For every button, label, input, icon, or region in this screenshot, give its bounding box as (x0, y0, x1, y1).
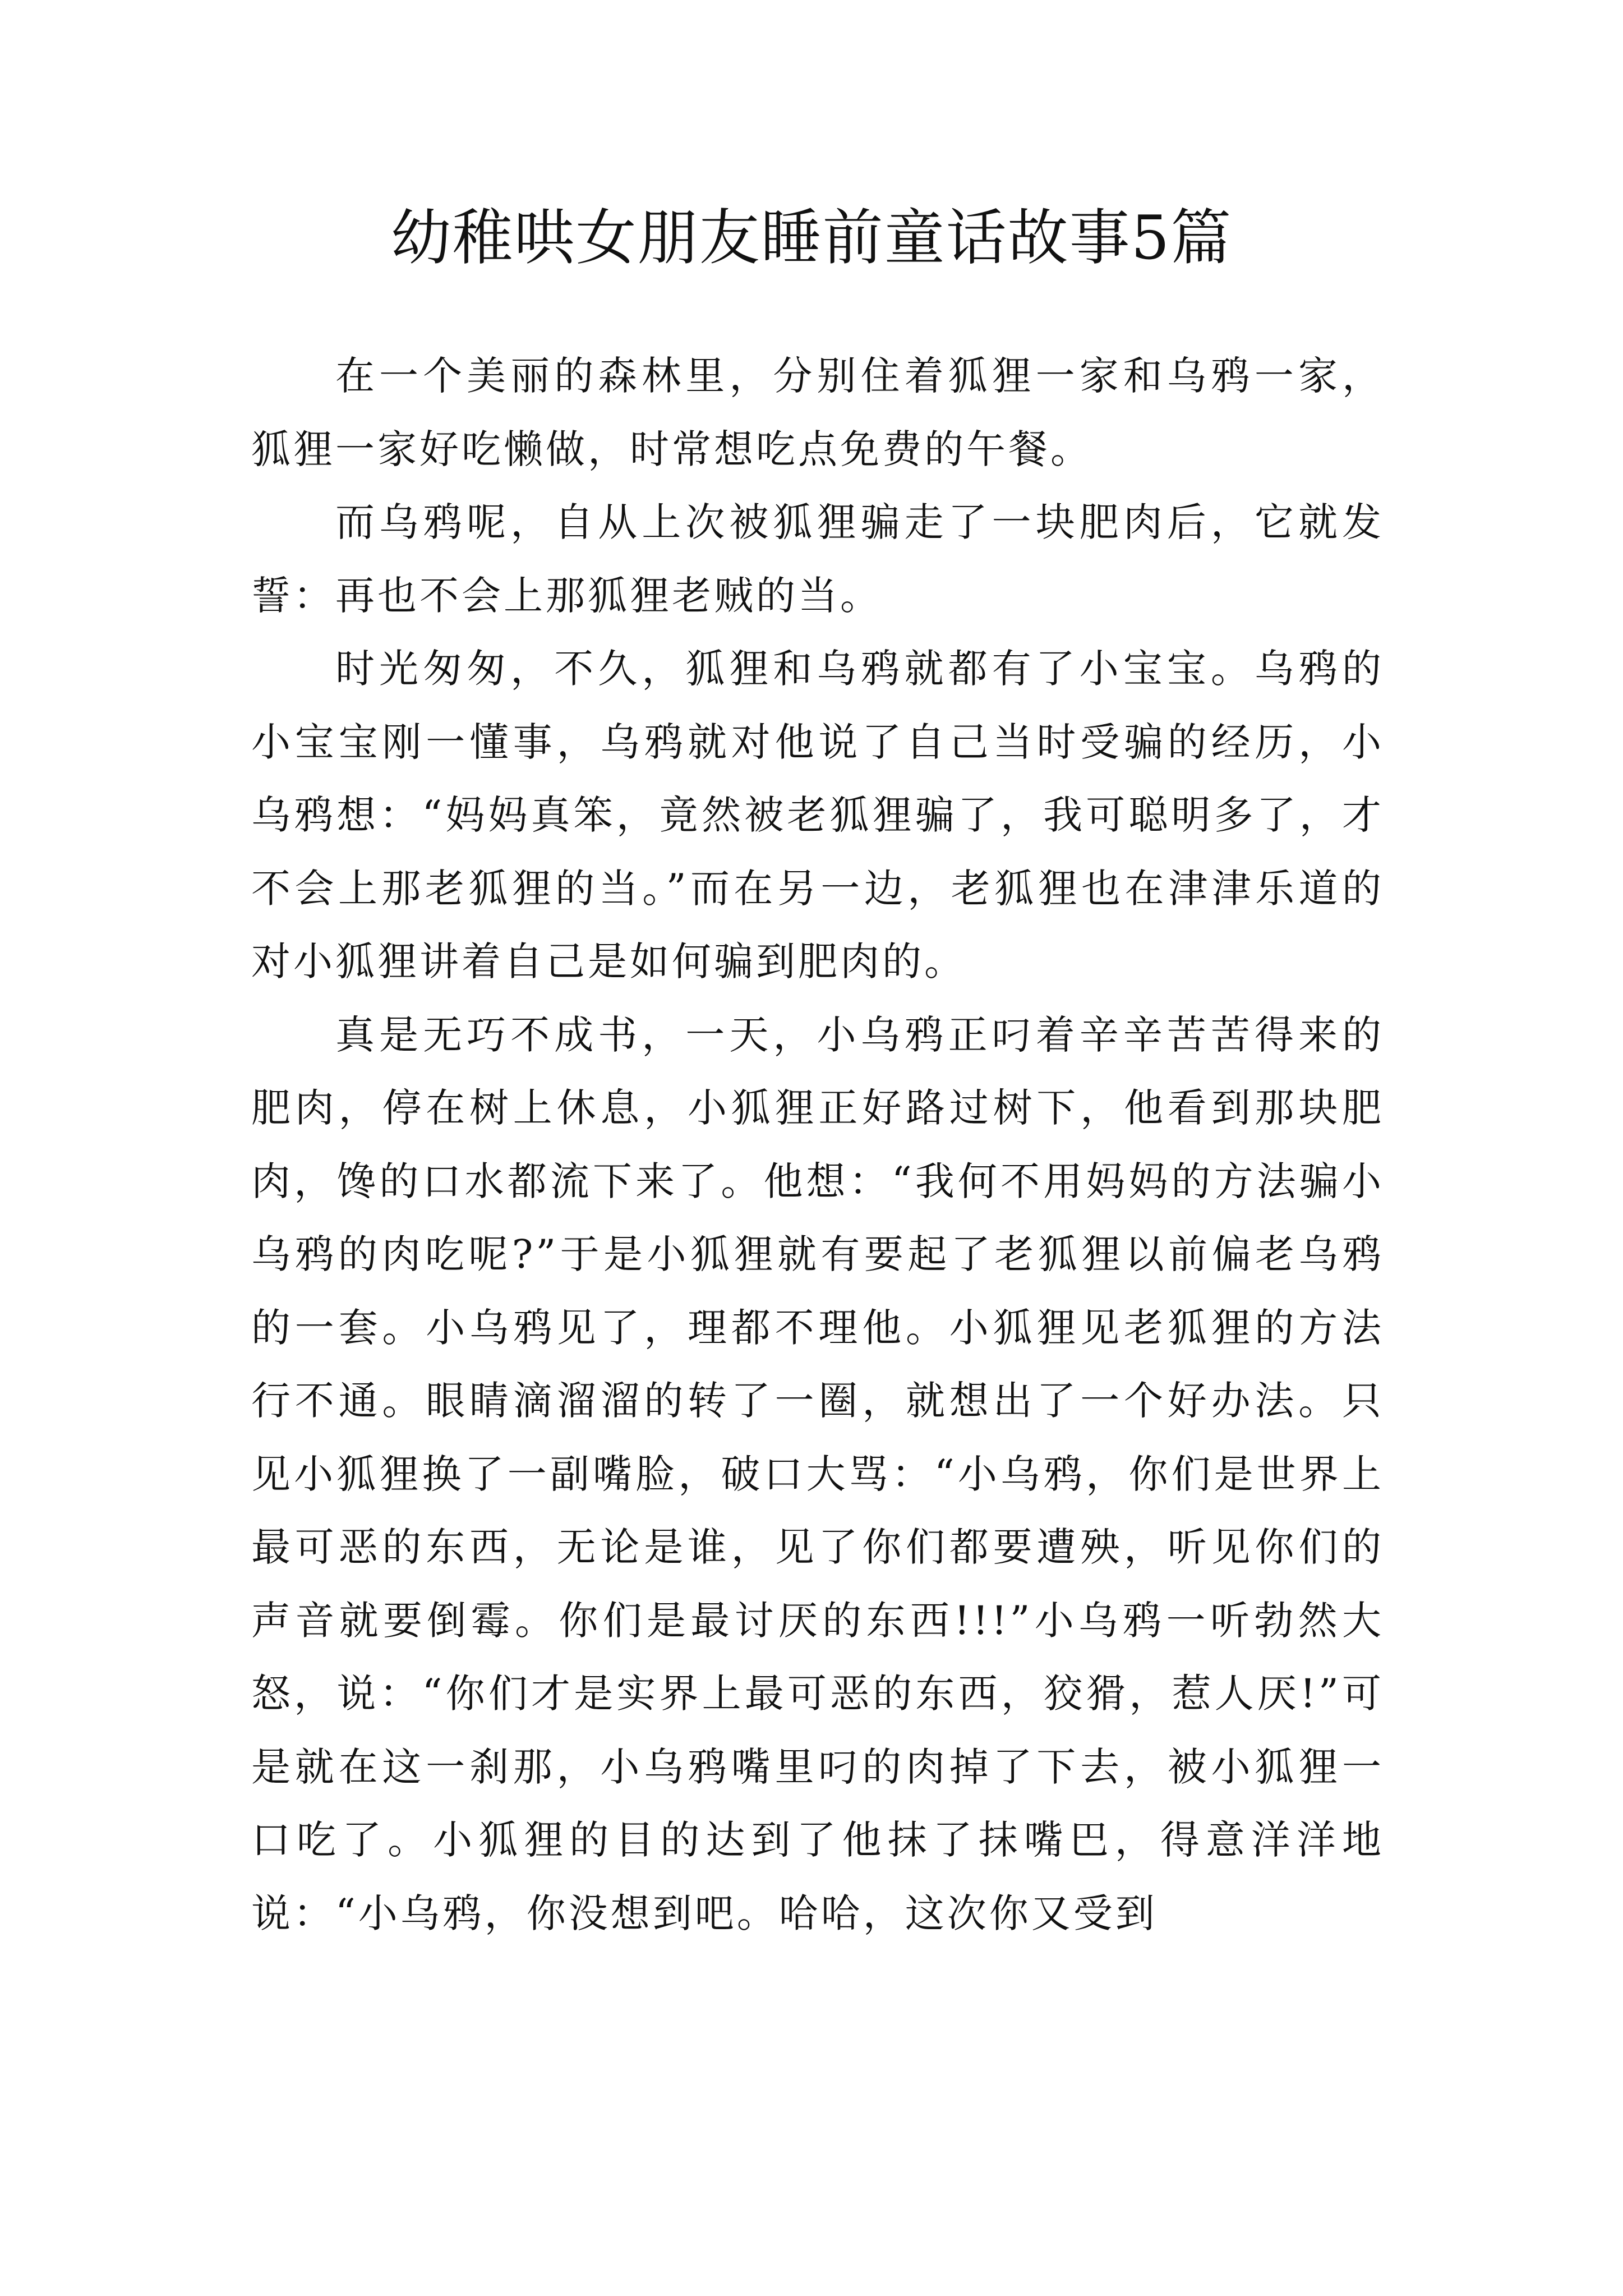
document-title: 幼稚哄女朋友睡前童话故事5篇 (390, 203, 1233, 273)
paragraph: 时光匆匆，不久，狐狸和乌鸦就都有了小宝宝。乌鸦的小宝宝刚一懂事，乌鸦就对他说了自己当时受骗的经历，小乌鸦想：“妈妈真笨，竟然被老狐狸骗了，我可聪明多了，才不会上那老狐狸的当。”而在另一边，老狐狸也在津津乐道的对小狐狸讲着自己是如何骗到肥肉的。 (251, 646, 1384, 984)
document-body (251, 339, 1384, 1950)
paragraph: 而乌鸦呢，自从上次被狐狸骗走了一块肥肉后，它就发誓：再也不会上那狐狸老贼的当。 (251, 499, 1384, 619)
paragraph: 真是无巧不成书，一天，小乌鸦正叼着辛辛苦苦得来的肥肉，停在树上休息，小狐狸正好路过树下，他看到那块肥肉，馋的口水都流下来了。他想：“我何不用妈妈的方法骗小乌鸦的肉吃呢?”于是小狐狸就有要起了老狐狸以前偏老乌鸦的一套。小乌鸦见了，理都不理他。小狐狸见老狐狸的方法行不通。眼睛滴溜溜的转了一圈，就想出了一个好办法。只见小狐狸换了一副嘴脸，破口大骂：“小乌鸦，你们是世界上最可恶的东西，无论是谁，见了你们都要遭殃，听见你们的声音就要倒霉。你们是最讨厌的东西!!!”小乌鸦一听勃然大怒，说：“你们才是实界上最可恶的东西，狡猾，惹人厌!”可是就在这一刹那，小乌鸦嘴里叼的肉掉了下去，被小狐狸一口吃了。小狐狸的目的达到了他抹了抹嘴巴，得意洋洋地说：“小乌鸦，你没想到吧。哈哈，这次你又受到 (251, 1011, 1384, 1936)
paragraph: 在一个美丽的森林里，分别住着狐狸一家和乌鸦一家，狐狸一家好吃懒做，时常想吃点免费的午餐。 (251, 353, 1384, 472)
